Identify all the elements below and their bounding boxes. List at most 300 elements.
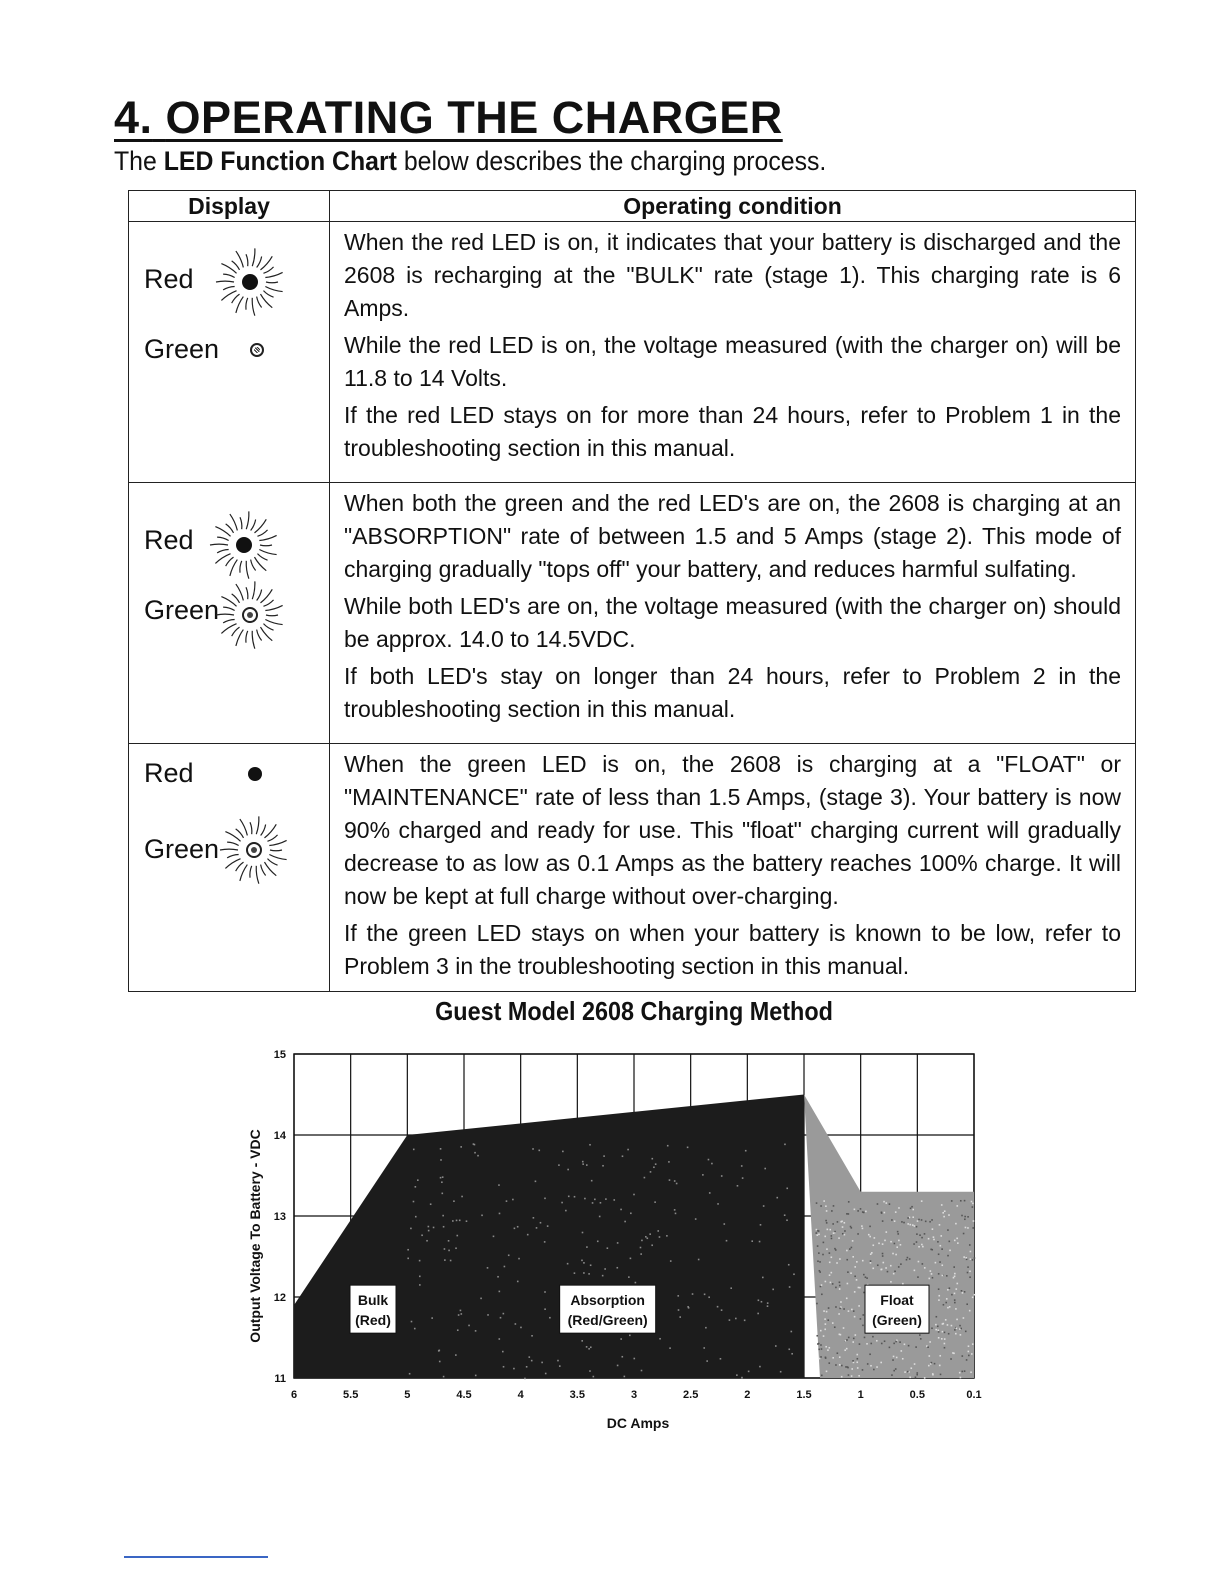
burst-ray	[226, 524, 234, 533]
burst-ray	[221, 264, 236, 274]
texture-speck	[854, 1291, 856, 1293]
texture-speck	[938, 1288, 940, 1290]
texture-speck	[825, 1205, 827, 1207]
texture-speck	[586, 1164, 588, 1166]
texture-speck	[882, 1262, 884, 1264]
texture-speck	[426, 1240, 428, 1242]
condition-paragraph: If the red LED stays on for more than 24 hours, refer to Problem 1 in the troubleshooting section in this manual.	[344, 402, 1121, 461]
condition-paragraph: While the red LED is on, the voltage measured (with the charger on) will be 11.8 to 14 Volts.	[344, 332, 1121, 391]
texture-speck	[867, 1363, 869, 1365]
texture-speck	[944, 1338, 946, 1340]
texture-speck	[939, 1224, 941, 1226]
texture-speck	[780, 1371, 782, 1373]
footer-rule	[124, 1556, 268, 1558]
texture-speck	[942, 1331, 944, 1333]
texture-speck	[826, 1248, 828, 1250]
texture-speck	[822, 1254, 824, 1256]
texture-speck	[961, 1371, 963, 1373]
texture-speck	[862, 1228, 864, 1230]
texture-speck	[544, 1308, 546, 1310]
texture-speck	[932, 1228, 934, 1230]
texture-speck	[857, 1358, 859, 1360]
texture-speck	[912, 1216, 914, 1218]
texture-speck	[925, 1221, 927, 1223]
texture-speck	[837, 1221, 839, 1223]
texture-speck	[948, 1241, 950, 1243]
burst-ray	[257, 630, 262, 641]
texture-speck	[909, 1376, 911, 1378]
texture-speck	[825, 1281, 827, 1283]
texture-speck	[940, 1374, 942, 1376]
texture-speck	[946, 1275, 948, 1277]
texture-speck	[974, 1257, 976, 1259]
burst-ray	[260, 256, 272, 270]
texture-speck	[934, 1363, 936, 1365]
x-tick-label: 4	[517, 1389, 524, 1401]
burst-ray	[232, 594, 240, 603]
texture-speck	[852, 1256, 854, 1258]
texture-speck	[839, 1288, 841, 1290]
burst-ray	[252, 298, 255, 316]
texture-speck	[944, 1343, 946, 1345]
texture-speck	[741, 1377, 743, 1379]
texture-speck	[954, 1275, 956, 1277]
texture-speck	[588, 1273, 590, 1275]
header-display: Display	[129, 191, 330, 222]
texture-speck	[884, 1340, 886, 1342]
texture-speck	[853, 1338, 855, 1340]
led-function-chart	[128, 190, 1136, 992]
texture-speck	[411, 1321, 413, 1323]
texture-speck	[963, 1256, 965, 1258]
condition-paragraph: While both LED's are on, the voltage measured (with the charger on) should be approx. 14.0 to 14.5VDC.	[344, 593, 1121, 652]
green-led-lit-icon	[204, 805, 304, 895]
texture-speck	[461, 1196, 463, 1198]
texture-speck	[843, 1327, 845, 1329]
condition-cell	[330, 483, 1136, 744]
texture-speck	[967, 1272, 969, 1274]
burst-ray	[260, 589, 272, 603]
texture-speck	[748, 1371, 750, 1373]
texture-speck	[955, 1223, 957, 1225]
texture-speck	[515, 1323, 517, 1325]
texture-speck	[591, 1180, 593, 1182]
texture-speck	[818, 1349, 820, 1351]
texture-speck	[503, 1366, 505, 1368]
texture-speck	[890, 1265, 892, 1267]
texture-speck	[827, 1349, 829, 1351]
texture-speck	[558, 1164, 560, 1166]
texture-speck	[441, 1193, 443, 1195]
texture-speck	[709, 1192, 711, 1194]
condition-cell	[330, 222, 1136, 483]
texture-speck	[549, 1317, 551, 1319]
burst-ray	[261, 825, 266, 836]
texture-speck	[775, 1345, 777, 1347]
texture-speck	[895, 1254, 897, 1256]
burst-ray	[260, 545, 272, 546]
texture-speck	[857, 1367, 859, 1369]
texture-speck	[841, 1221, 843, 1223]
texture-speck	[848, 1201, 850, 1203]
texture-speck	[949, 1250, 951, 1252]
burst-ray	[240, 865, 247, 881]
burst-ray	[227, 855, 239, 858]
texture-speck	[956, 1319, 958, 1321]
texture-speck	[907, 1223, 909, 1225]
texture-speck	[833, 1205, 835, 1207]
texture-speck	[848, 1310, 850, 1312]
texture-speck	[817, 1260, 819, 1262]
texture-speck	[474, 1144, 476, 1146]
texture-speck	[831, 1235, 833, 1237]
texture-speck	[964, 1216, 966, 1218]
table-header-row	[129, 191, 1136, 222]
texture-speck	[817, 1245, 819, 1247]
texture-speck	[407, 1258, 409, 1260]
texture-speck	[960, 1334, 962, 1336]
red-label: Red	[144, 525, 194, 555]
texture-speck	[910, 1367, 912, 1369]
texture-speck	[726, 1240, 728, 1242]
texture-speck	[921, 1237, 923, 1239]
texture-speck	[895, 1341, 897, 1343]
texture-speck	[833, 1232, 835, 1234]
texture-speck	[419, 1260, 421, 1262]
texture-speck	[567, 1169, 569, 1171]
texture-speck	[791, 1331, 793, 1333]
texture-speck	[951, 1200, 953, 1202]
texture-speck	[894, 1220, 896, 1222]
texture-speck	[938, 1299, 940, 1301]
chart-title: Guest Model 2608 Charging Method	[435, 996, 833, 1026]
texture-speck	[586, 1346, 588, 1348]
texture-speck	[937, 1325, 939, 1327]
burst-ray	[223, 620, 235, 623]
texture-speck	[444, 1259, 446, 1261]
texture-speck	[928, 1238, 930, 1240]
texture-speck	[583, 1272, 585, 1274]
texture-speck	[931, 1219, 933, 1221]
texture-speck	[761, 1301, 763, 1303]
texture-speck	[861, 1225, 863, 1227]
texture-speck	[826, 1311, 828, 1313]
texture-speck	[870, 1260, 872, 1262]
texture-speck	[442, 1176, 444, 1178]
texture-speck	[916, 1241, 918, 1243]
burst-ray	[226, 557, 234, 566]
texture-speck	[948, 1333, 950, 1335]
texture-speck	[820, 1330, 822, 1332]
burst-ray	[270, 850, 282, 851]
green-label: Green	[144, 595, 220, 625]
led-core	[247, 612, 253, 618]
texture-speck	[603, 1155, 605, 1157]
texture-speck	[458, 1314, 460, 1316]
texture-speck	[504, 1266, 506, 1268]
texture-speck	[955, 1308, 957, 1310]
condition-paragraph: When the red LED is on, it indicates that your battery is discharged and the 2608 is recharging at the "BULK" rate (stage 1). This charging rate is 6 Amps.	[344, 229, 1121, 321]
texture-speck	[922, 1263, 924, 1265]
texture-speck	[966, 1259, 968, 1261]
texture-speck	[859, 1343, 861, 1345]
burst-ray	[252, 581, 255, 599]
texture-speck	[853, 1362, 855, 1364]
burst-ray	[220, 849, 238, 850]
texture-speck	[969, 1270, 971, 1272]
texture-speck	[695, 1218, 697, 1220]
texture-speck	[908, 1345, 910, 1347]
texture-speck	[871, 1252, 873, 1254]
texture-speck	[917, 1220, 919, 1222]
burst-ray	[267, 859, 277, 865]
texture-speck	[823, 1310, 825, 1312]
texture-speck	[497, 1276, 499, 1278]
texture-speck	[866, 1277, 868, 1279]
texture-speck	[935, 1324, 937, 1326]
texture-speck	[721, 1309, 723, 1311]
texture-speck	[846, 1259, 848, 1261]
texture-speck	[927, 1346, 929, 1348]
texture-speck	[581, 1340, 583, 1342]
page-title: 4. OPERATING THE CHARGER	[114, 92, 783, 143]
texture-speck	[832, 1223, 834, 1225]
texture-speck	[846, 1298, 848, 1300]
green-label: Green	[144, 834, 220, 864]
texture-speck	[954, 1299, 956, 1301]
texture-speck	[944, 1332, 946, 1334]
texture-speck	[846, 1339, 848, 1341]
texture-speck	[708, 1159, 710, 1161]
texture-speck	[924, 1267, 926, 1269]
texture-speck	[821, 1348, 823, 1350]
texture-speck	[825, 1357, 827, 1359]
texture-speck	[475, 1330, 477, 1332]
texture-speck	[896, 1246, 898, 1248]
texture-speck	[742, 1177, 744, 1179]
texture-speck	[788, 1264, 790, 1266]
texture-speck	[860, 1208, 862, 1210]
texture-speck	[912, 1224, 914, 1226]
texture-speck	[862, 1211, 864, 1213]
texture-speck	[899, 1341, 901, 1343]
burst-ray	[223, 607, 235, 610]
texture-speck	[844, 1340, 846, 1342]
burst-ray	[223, 274, 235, 277]
texture-speck	[440, 1177, 442, 1179]
texture-speck	[858, 1305, 860, 1307]
texture-speck	[468, 1325, 470, 1327]
texture-speck	[955, 1288, 957, 1290]
x-tick-label: 1.5	[796, 1389, 812, 1401]
texture-speck	[938, 1295, 940, 1297]
texture-speck	[430, 1203, 432, 1205]
texture-speck	[452, 1220, 454, 1222]
texture-speck	[590, 1346, 592, 1348]
texture-speck	[838, 1237, 840, 1239]
texture-speck	[597, 1241, 599, 1243]
texture-speck	[928, 1278, 930, 1280]
texture-speck	[944, 1347, 946, 1349]
texture-speck	[872, 1336, 874, 1338]
texture-speck	[617, 1365, 619, 1367]
texture-speck	[882, 1243, 884, 1245]
texture-speck	[968, 1345, 970, 1347]
texture-speck	[776, 1197, 778, 1199]
texture-speck	[852, 1240, 854, 1242]
texture-speck	[832, 1357, 834, 1359]
texture-speck	[932, 1373, 934, 1375]
texture-speck	[559, 1365, 561, 1367]
texture-speck	[670, 1260, 672, 1262]
texture-speck	[758, 1299, 760, 1301]
texture-speck	[531, 1360, 533, 1362]
texture-speck	[856, 1279, 858, 1281]
texture-speck	[912, 1209, 914, 1211]
texture-speck	[745, 1150, 747, 1152]
texture-speck	[969, 1310, 971, 1312]
texture-speck	[907, 1371, 909, 1373]
texture-speck	[916, 1233, 918, 1235]
table-row	[129, 744, 1136, 992]
texture-speck	[517, 1281, 519, 1283]
texture-speck	[448, 1250, 450, 1252]
texture-speck	[870, 1365, 872, 1367]
texture-speck	[841, 1376, 843, 1378]
texture-speck	[846, 1250, 848, 1252]
burst-ray	[254, 519, 266, 533]
burst-ray	[259, 535, 276, 540]
texture-speck	[881, 1343, 883, 1345]
texture-speck	[860, 1318, 862, 1320]
texture-speck	[835, 1249, 837, 1251]
texture-speck	[876, 1366, 878, 1368]
texture-speck	[916, 1226, 918, 1228]
texture-speck	[901, 1221, 903, 1223]
texture-speck	[415, 1186, 417, 1188]
texture-speck	[967, 1227, 969, 1229]
burst-ray	[216, 281, 234, 282]
texture-speck	[949, 1306, 951, 1308]
texture-speck	[824, 1318, 826, 1320]
texture-speck	[456, 1235, 458, 1237]
texture-speck	[669, 1347, 671, 1349]
texture-speck	[669, 1179, 671, 1181]
texture-speck	[544, 1291, 546, 1293]
x-tick-label: 0.5	[909, 1389, 925, 1401]
region-label-led: (Red)	[355, 1312, 391, 1329]
texture-speck	[825, 1220, 827, 1222]
texture-speck	[947, 1307, 949, 1309]
texture-speck	[969, 1244, 971, 1246]
texture-speck	[832, 1322, 834, 1324]
texture-speck	[839, 1285, 841, 1287]
texture-speck	[900, 1350, 902, 1352]
texture-speck	[882, 1253, 884, 1255]
texture-speck	[913, 1243, 915, 1245]
burst-ray	[216, 614, 234, 615]
texture-speck	[870, 1262, 872, 1264]
texture-speck	[909, 1258, 911, 1260]
texture-speck	[635, 1282, 637, 1284]
texture-speck	[655, 1163, 657, 1165]
texture-speck	[827, 1319, 829, 1321]
texture-speck	[735, 1318, 737, 1320]
texture-speck	[460, 1146, 462, 1148]
texture-speck	[456, 1220, 458, 1222]
y-tick-label: 15	[273, 1049, 286, 1061]
texture-speck	[837, 1352, 839, 1354]
texture-speck	[974, 1294, 976, 1296]
texture-speck	[961, 1355, 963, 1357]
texture-speck	[932, 1277, 934, 1279]
texture-speck	[417, 1179, 419, 1181]
texture-speck	[654, 1201, 656, 1203]
texture-speck	[819, 1261, 821, 1263]
texture-speck	[834, 1326, 836, 1328]
texture-speck	[650, 1171, 652, 1173]
texture-speck	[931, 1362, 933, 1364]
texture-speck	[894, 1243, 896, 1245]
texture-speck	[687, 1306, 689, 1308]
texture-speck	[897, 1231, 899, 1233]
texture-speck	[586, 1246, 588, 1248]
texture-speck	[858, 1375, 860, 1377]
texture-speck	[940, 1235, 942, 1237]
texture-speck	[620, 1338, 622, 1340]
burst-ray	[252, 631, 255, 649]
texture-speck	[581, 1260, 583, 1262]
texture-speck	[942, 1323, 944, 1325]
texture-speck	[788, 1348, 790, 1350]
texture-speck	[460, 1310, 462, 1312]
texture-speck	[841, 1365, 843, 1367]
texture-speck	[964, 1291, 966, 1293]
texture-speck	[644, 1177, 646, 1179]
texture-speck	[856, 1261, 858, 1263]
texture-speck	[526, 1366, 528, 1368]
texture-speck	[904, 1371, 906, 1373]
texture-speck	[941, 1204, 943, 1206]
led-core	[251, 847, 257, 853]
texture-speck	[545, 1373, 547, 1375]
texture-speck	[963, 1317, 965, 1319]
texture-speck	[499, 1291, 501, 1293]
texture-speck	[443, 1226, 445, 1228]
texture-speck	[918, 1261, 920, 1263]
region-label-float	[865, 1285, 929, 1333]
x-tick-label: 2.5	[683, 1389, 699, 1401]
texture-speck	[844, 1234, 846, 1236]
texture-speck	[970, 1258, 972, 1260]
texture-speck	[547, 1225, 549, 1227]
texture-speck	[844, 1349, 846, 1351]
texture-speck	[859, 1287, 861, 1289]
texture-speck	[624, 1376, 626, 1378]
texture-speck	[970, 1251, 972, 1253]
texture-speck	[952, 1352, 954, 1354]
texture-speck	[954, 1302, 956, 1304]
texture-speck	[869, 1353, 871, 1355]
texture-speck	[843, 1308, 845, 1310]
texture-speck	[847, 1367, 849, 1369]
texture-speck	[764, 1168, 766, 1170]
texture-speck	[674, 1209, 676, 1211]
texture-speck	[937, 1241, 939, 1243]
texture-speck	[972, 1227, 974, 1229]
texture-speck	[666, 1235, 668, 1237]
texture-speck	[872, 1268, 874, 1270]
